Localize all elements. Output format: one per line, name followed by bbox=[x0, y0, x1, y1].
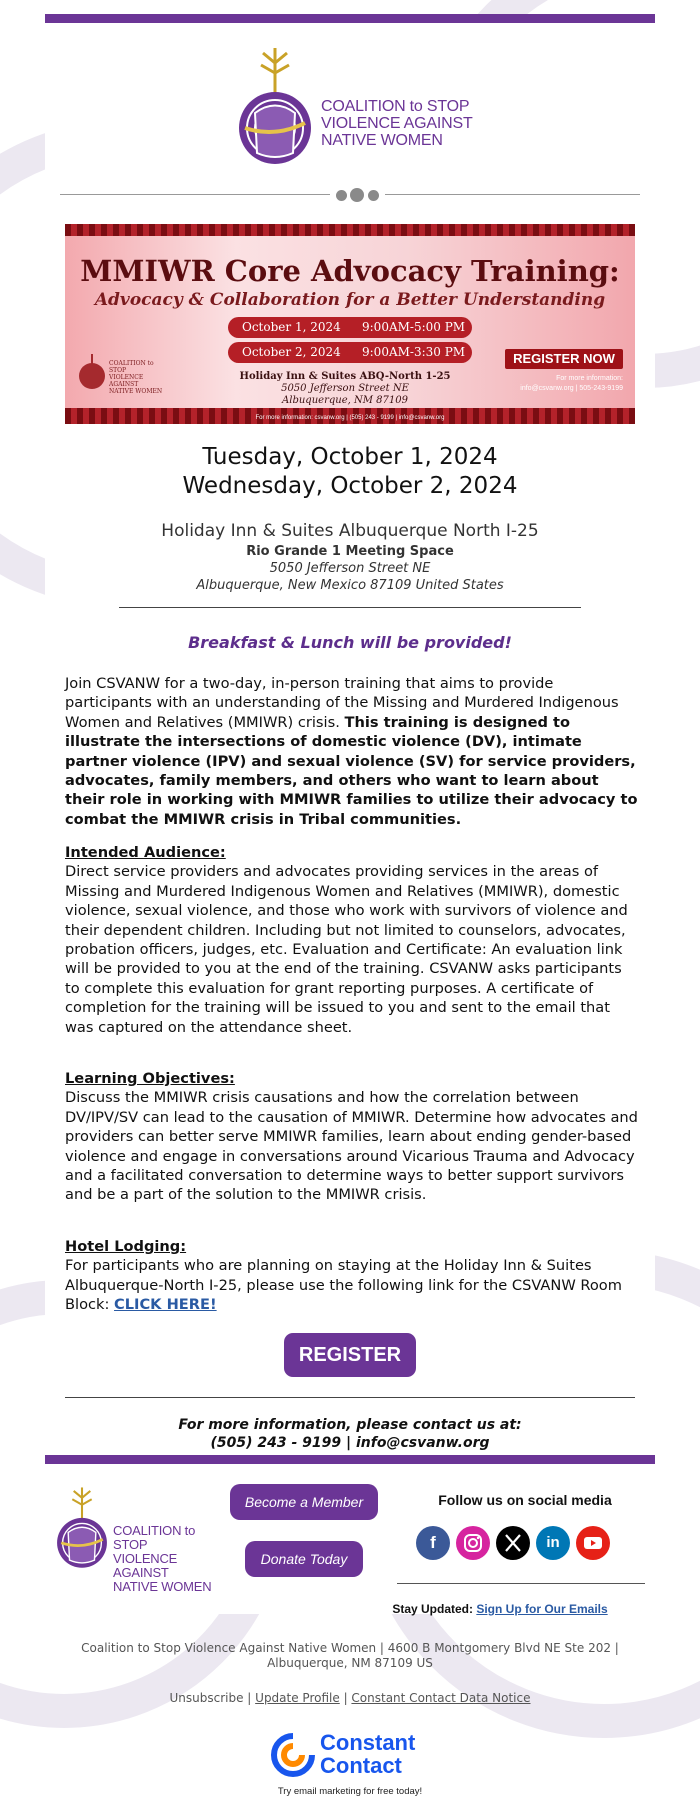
linkedin-icon[interactable]: in bbox=[536, 1526, 570, 1560]
update-profile-link[interactable]: Update Profile bbox=[255, 1691, 340, 1705]
contact-heading: For more information, please contact us at: bbox=[178, 1417, 522, 1433]
data-notice-link[interactable]: Constant Contact Data Notice bbox=[351, 1691, 531, 1705]
facebook-icon[interactable]: f bbox=[416, 1526, 450, 1560]
donate-button[interactable]: Donate Today bbox=[245, 1541, 363, 1577]
banner-venue: Holiday Inn & Suites ABQ-North 1-25 5050 Jefferson Street NE Albuquerque, NM 87109 bbox=[239, 371, 451, 406]
hotel-lodging-title: Hotel Lodging: bbox=[65, 1238, 187, 1255]
venue-city: Albuquerque, New Mexico 87109 United States bbox=[196, 578, 504, 593]
section-divider bbox=[60, 185, 640, 205]
logo-line-1: COALITION to STOP bbox=[321, 98, 470, 115]
stay-updated: Stay Updated: Sign Up for Our Emails bbox=[392, 1602, 608, 1616]
banner-date-1: October 1, 2024 9:00AM-5:00 PM bbox=[228, 317, 472, 338]
venue-street: 5050 Jefferson Street NE bbox=[269, 561, 431, 576]
banner-title: MMIWR Core Advocacy Training: bbox=[80, 254, 620, 288]
banner-register-now[interactable]: REGISTER NOW bbox=[505, 349, 623, 369]
footer-legal-links: Unsubscribe | Update Profile | Constant Contact Data Notice bbox=[169, 1691, 531, 1705]
hotel-lodging-section bbox=[65, 1237, 640, 1315]
intro-paragraph: Join CSVANW for a two-day, in-person training that aims to provide participants with an understanding of the Missing and Murdered Indigenous Women and Relatives (MMIWR) crisis. This training is designed to illustrate the intersections of domestic violence (DV), intimate partner violence (IPV) and sexual violence (SV) for service providers, advocates, family members, and others who want to learn about their role in working with MMIWR families to utilize their advocacy to combat the MMIWR crisis in Tribal communities. bbox=[65, 675, 638, 828]
constant-contact-icon bbox=[270, 1732, 316, 1778]
learning-objectives-title: Learning Objectives: bbox=[65, 1070, 235, 1087]
email-signup-link[interactable]: Sign Up for Our Emails bbox=[476, 1602, 608, 1616]
training-banner[interactable] bbox=[65, 224, 635, 424]
learning-objectives-section bbox=[65, 1069, 640, 1205]
banner-logo: COALITION to STOP VIOLENCE AGAINST NATIVE WOMEN bbox=[77, 352, 172, 392]
constant-contact-tagline: Try email marketing for free today! bbox=[277, 1786, 423, 1797]
event-date-2: Wednesday, October 2, 2024 bbox=[182, 473, 518, 499]
footer-address-line-1: Coalition to Stop Violence Against Native Women | 4600 B Montgomery Blvd NE Ste 202 | bbox=[81, 1641, 619, 1655]
instagram-icon[interactable] bbox=[456, 1526, 490, 1560]
intended-audience-text: Direct service providers and advocates providing services in the areas of Missing and Murdered Indigenous Women and Relatives (MMIWR), domestic violence, sexual violence, and those who work with survivors of violence and their dependent children. Including but not limited to counselors, advocates, probation officers, judges, etc. Evaluation and Certificate: An evaluation link will be provided to you at the end of the training. CSVANW asks participants to complete this evaluation for grant reporting purposes. A certificate of completion for the training will be issued to you and sent to the email that was captured on the attendance sheet. bbox=[65, 863, 628, 1036]
contact-details: (505) 243 - 9199 | info@csvanw.org bbox=[210, 1435, 490, 1451]
divider bbox=[397, 1583, 645, 1584]
footer-address-line-2: Albuquerque, NM 87109 US bbox=[267, 1656, 433, 1670]
constant-contact-logo[interactable] bbox=[270, 1730, 440, 1780]
learning-objectives-text: Discuss the MMIWR crisis causations and how the correlation between DV/IPV/SV can lead to the causation of MMIWR. Determine how advocates and providers can better serve MMIWR families, learn about ending gender-based violence and engage in conversations around Vicarious Trauma and Advocacy and a facilitated conversation to determine ways to better support survivors and be a part of the solution to the MMIWR crisis. bbox=[65, 1089, 638, 1204]
intended-audience-section bbox=[65, 843, 640, 1037]
venue-room: Rio Grande 1 Meeting Space bbox=[246, 544, 454, 559]
email-card bbox=[45, 14, 655, 1473]
logo-line-3: NATIVE WOMEN bbox=[321, 132, 443, 149]
register-button[interactable]: REGISTER bbox=[284, 1333, 416, 1377]
intended-audience-title: Intended Audience: bbox=[65, 844, 226, 861]
logo-line-2: VIOLENCE AGAINST bbox=[321, 115, 473, 132]
become-member-button[interactable]: Become a Member bbox=[230, 1484, 378, 1520]
divider bbox=[119, 607, 581, 608]
unsubscribe-link[interactable]: Unsubscribe bbox=[169, 1691, 244, 1705]
event-date-1: Tuesday, October 1, 2024 bbox=[202, 444, 498, 470]
banner-info: For more information: info@csvanw.org | 505-243-9199 bbox=[520, 375, 623, 392]
youtube-icon[interactable] bbox=[576, 1526, 610, 1560]
banner-emblem-icon bbox=[77, 352, 107, 392]
hotel-lodging-text: For participants who are planning on staying at the Holiday Inn & Suites Albuquerque-North I-25, please use the following link for the CSVANW Room Block: CLICK HERE! bbox=[65, 1257, 622, 1314]
csvanw-logo[interactable] bbox=[235, 43, 475, 173]
footer-card bbox=[45, 1455, 655, 1614]
room-block-link[interactable]: CLICK HERE! bbox=[114, 1296, 217, 1314]
corn-stalk-emblem-icon bbox=[235, 43, 315, 173]
banner-subtitle: Advocacy & Collaboration for a Better Understanding bbox=[94, 290, 606, 310]
x-twitter-icon[interactable] bbox=[496, 1526, 530, 1560]
divider bbox=[65, 1397, 635, 1398]
corn-stalk-emblem-icon bbox=[53, 1484, 111, 1574]
banner-footer: For more information: csvanw.org | (505) 243 - 9199 | info@csvanw.org bbox=[255, 415, 445, 421]
follow-us-heading: Follow us on social media bbox=[438, 1492, 612, 1508]
meals-provided: Breakfast & Lunch will be provided! bbox=[188, 633, 512, 652]
banner-date-2: October 2, 2024 9:00AM-3:30 PM bbox=[228, 342, 472, 363]
venue-name: Holiday Inn & Suites Albuquerque North I-25 bbox=[161, 521, 539, 541]
footer-logo[interactable]: COALITION to STOP VIOLENCE AGAINST NATIVE WOMEN bbox=[53, 1484, 218, 1574]
constant-contact-wordmark: Constant Contact bbox=[320, 1730, 416, 1778]
